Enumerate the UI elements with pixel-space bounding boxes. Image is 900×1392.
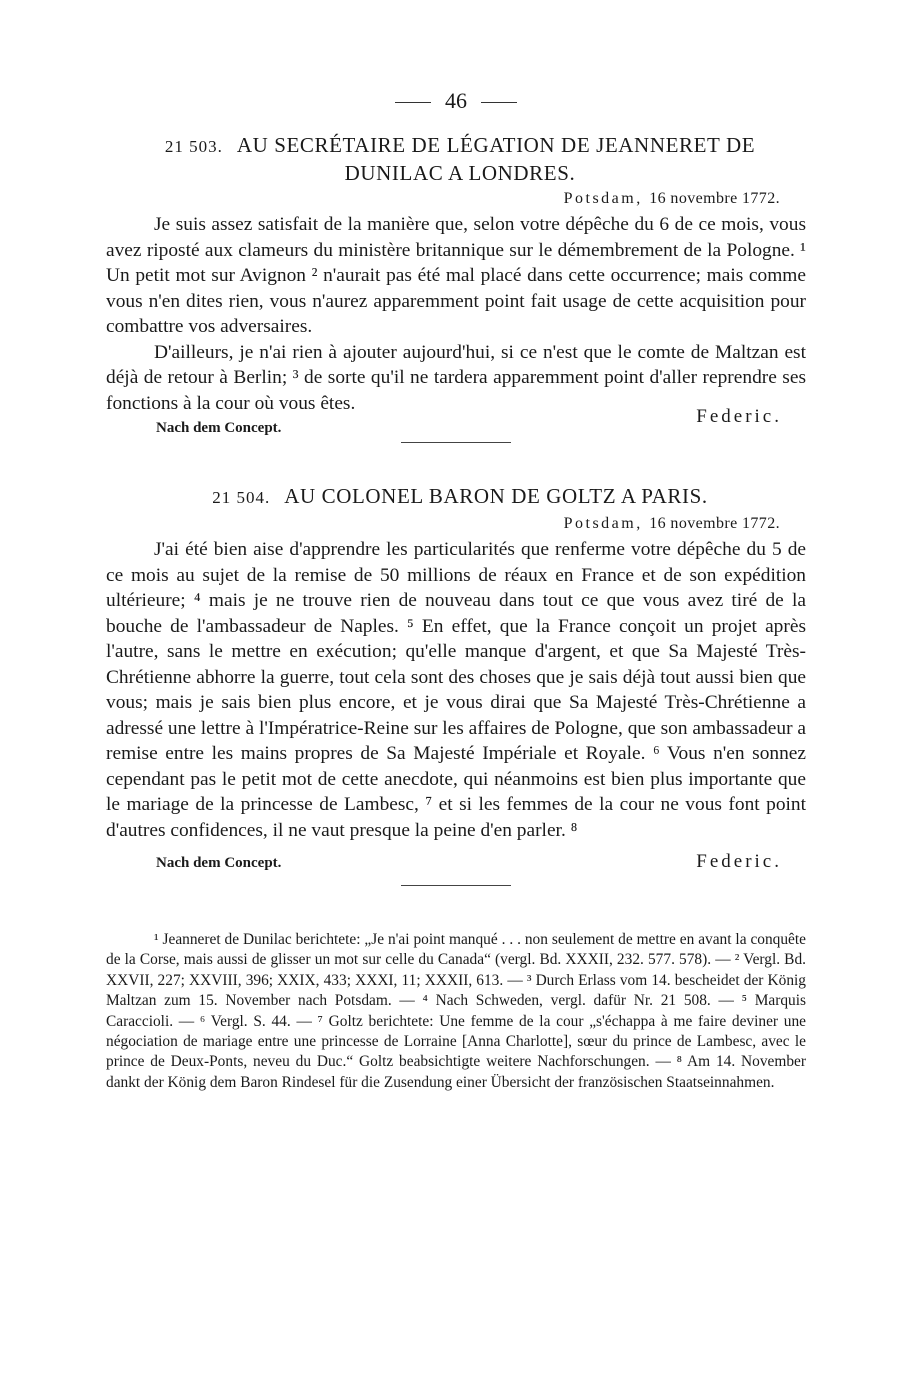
section-divider: [401, 885, 511, 886]
letter-21504: [106, 483, 806, 886]
letter-place: Potsdam,: [563, 515, 643, 532]
letter-date: 16 novembre 1772.: [649, 190, 780, 207]
signature: Federic.: [696, 851, 782, 872]
source-note: Nach dem Concept.: [156, 420, 282, 436]
letter-place: Potsdam,: [563, 190, 643, 207]
page-number-text: 46: [445, 88, 467, 113]
letter-paragraph: D'ailleurs, je n'ai rien à ajouter aujourd'hui, si ce n'est que le comte de Maltzan est déjà de retour à Berlin; ³ de sorte qu'il ne tardera apparemment point d'aller reprendre ses fonctions à la cour où vous êtes.: [106, 341, 806, 414]
letter-paragraph: Je suis assez satisfait de la manière que, selon votre dépêche du 6 de ce mois, vous avez riposté aux clameurs du ministère britannique sur le démembrement de la Pologne. ¹ Un petit mot sur Avignon ² n'aurait pas été mal placé dans cette occurrence; mais comme vous n'en dites rien, vous n'aurez apparemment point fait usage de cette acquisition pour combattre vos adversaires.: [106, 214, 806, 337]
signature: Federic.: [696, 406, 782, 427]
letter-title-line1: AU COLONEL BARON DE GOLTZ A PARIS.: [284, 484, 708, 508]
letter-dateline: [106, 511, 806, 537]
letter-date: 16 novembre 1772.: [649, 515, 780, 532]
letter-closing: [106, 851, 806, 875]
letter-heading: [106, 483, 806, 511]
letter-body: [106, 212, 806, 416]
page-number-dash-left: [395, 102, 431, 103]
letter-heading: [106, 132, 806, 186]
letter-title-line2: DUNILAC A LONDRES.: [344, 161, 576, 185]
page-number: [106, 84, 806, 118]
letter-dateline: [106, 186, 806, 212]
source-note: Nach dem Concept.: [156, 855, 282, 871]
letter-number: 21 504.: [212, 488, 271, 507]
letter-number: 21 503.: [164, 137, 223, 156]
letter-body: [106, 537, 806, 843]
page-number-dash-right: [481, 102, 517, 103]
footnotes: [106, 930, 806, 1093]
section-divider: [401, 442, 511, 443]
page: [106, 84, 806, 1093]
letter-title-line1: AU SECRÉTAIRE DE LÉGATION DE JEANNERET DE: [236, 133, 756, 157]
footnotes-text: ¹ Jeanneret de Dunilac berichtete: „Je n'ai point manqué . . . non seulement de mettre en avant la conquête de la Corse, mais aussi de glisser un mot sur celle du Canada“ (vergl. Bd. XXXII, 232. 577. 578). — ² Vergl. Bd. XXVII, 227; XXVIII, 396; XXIX, 433; XXXI, 11; XXXII, 613. — ³ Durch Erlass vom 14. bescheidet der König Maltzan zum 15. November nach Potsdam. — ⁴ Nach Schweden, vergl. dafür Nr. 21 508. — ⁵ Marquis Caraccioli. — ⁶ Vergl. S. 44. — ⁷ Goltz berichtete: Une femme de la cour „s'échappa à me faire deviner une négociation de mariage entre une princesse de Lorraine [Anna Charlotte], sœur du prince de Lambesc, avec le prince de Deux-Ponts, neveu du Duc.“ Goltz beabsichtigte weitere Nachforschungen. — ⁸ Am 14. November dankt der König dem Baron Rindesel für die Zusendung einer Übersicht der französischen Staatseinnahmen.: [106, 931, 806, 1091]
letter-paragraph: J'ai été bien aise d'apprendre les particularités que renferme votre dépêche du 5 de ce mois au sujet de la remise de 50 millions de réaux en France et de son expédition ultérieure; ⁴ mais je ne trouve rien de nouveau dans tout ce que vous avez tiré de la bouche de l'ambassadeur de Naples. ⁵ En effet, que la France conçoit un projet après l'autre, sans le mettre en exécution; qu'elle manque d'argent, et que Sa Majesté Très-Chrétienne abhorre la guerre, tout cela sont des choses que je sais déjà tout aussi bien que vous; mais je sais bien plus encore, et je vous dirai que Sa Majesté Très-Chrétienne a adressé une lettre à l'Impératrice-Reine sur les affaires de Pologne, que son ambassadeur a remise entre les mains propres de Sa Majesté Impériale et Royale. ⁶ Vous n'en sonnez cependant pas le petit mot de cette anecdote, qui néanmoins est bien plus importante que le mariage de la princesse de Lambesc, ⁷ et si les femmes de la cour ne vous font point d'autres confidences, il ne vaut presque la peine d'en parler. ⁸: [106, 539, 806, 841]
letter-closing: [106, 406, 806, 440]
letter-21503: [106, 132, 806, 443]
